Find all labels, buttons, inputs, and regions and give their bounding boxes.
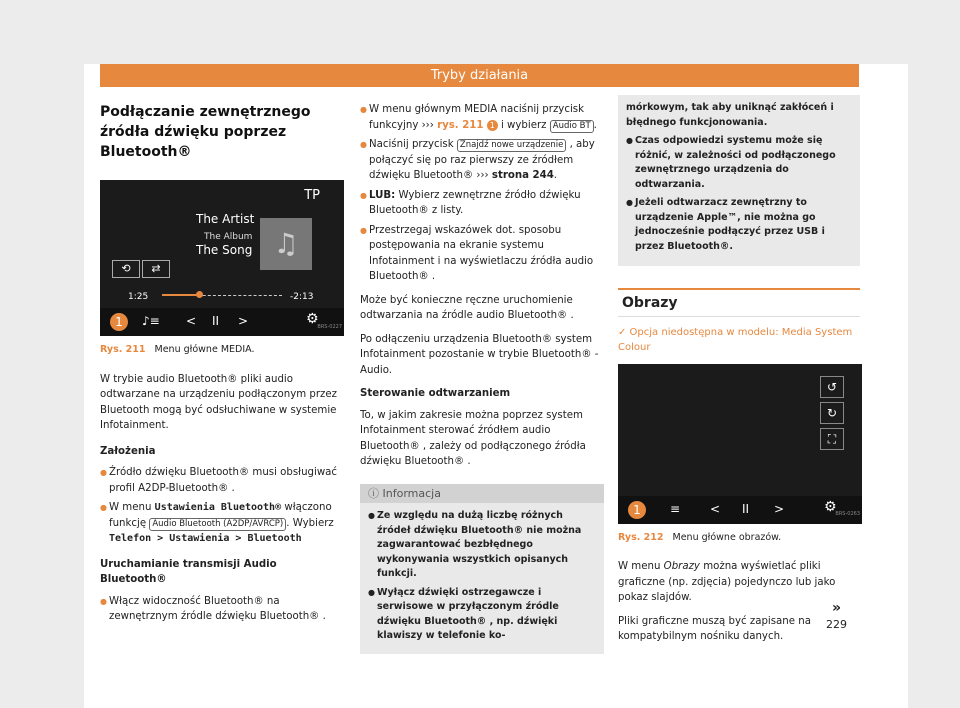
text: W menu głównym MEDIA naciśnij przycisk funkcyjny ››› (369, 104, 584, 131)
figure-caption (618, 530, 860, 546)
audio-bluetooth-button-label: Audio Bluetooth (A2DP/AVRCP) (149, 518, 286, 531)
tp-label: TP (304, 188, 320, 203)
settings-icon[interactable]: ⚙ (824, 498, 837, 515)
repeat-icon[interactable]: ⟲ (112, 260, 140, 278)
rotate-left-icon[interactable]: ↺ (820, 376, 844, 398)
paragraph: To, w jakim zakresie można poprzez system Infotainment sterować źródłem audio Bluetooth® , zależy od podłączonego źródła dźwięku Bluetooth® . (360, 409, 586, 467)
paragraph: Pliki graficzne muszą być zapisane na kompatybilnym nośniku danych. (618, 615, 811, 642)
settings-icon[interactable]: ⚙ (306, 311, 319, 327)
info-icon: ⓘ (368, 486, 379, 500)
column-2 (360, 102, 604, 654)
info-box (360, 484, 604, 654)
list-item (360, 102, 604, 133)
menu-name: Ustawienia Bluetooth® (154, 502, 282, 513)
list-item: ● Wyłącz dźwięki ostrzegawcze i serwisowe w przyłączonym źródle dźwięku Bluetooth® , np. dźwięki klawiszy w telefonie ko- (368, 586, 596, 644)
list-icon[interactable]: ≡ (670, 501, 681, 516)
next-icon[interactable]: > (774, 501, 785, 516)
figure-caption (100, 342, 344, 358)
text: Wybierz (292, 517, 334, 529)
list-item: ● Jeżeli odtwarzacz zewnętrzny to urządzenie Apple™, nie można go jednocześnie podłączyć przez USB i przez Bluetooth®. (626, 196, 852, 254)
menu-path: Telefon > Ustawienia > Bluetooth (109, 533, 302, 544)
album-art-icon: ♫ (260, 218, 312, 270)
audio-bt-button-label: Audio BT (550, 120, 594, 133)
column-3 (618, 95, 860, 653)
page-reference[interactable]: strona 244 (491, 170, 554, 181)
start-title: Uruchamianie transmisji Audio Bluetooth® (100, 558, 277, 585)
figure-reference[interactable]: rys. 211 (437, 119, 484, 131)
text: . (553, 170, 558, 181)
previous-icon[interactable]: < (186, 314, 197, 328)
paragraph (618, 559, 860, 606)
control-title: Sterowanie odtwarzaniem (360, 388, 511, 399)
album-label: The Album (204, 232, 253, 242)
list-item: ● Ze względu na dużą liczbę różnych źródeł dźwięku Bluetooth® nie można zagwarantować bezbłędnego wykonywania wszystkich opisanych funkcji. (368, 509, 596, 582)
rotate-right-icon[interactable]: ↻ (820, 402, 844, 424)
text: , aby połączyć się po raz pierwszy ze źródłem dźwięku Bluetooth® ››› (369, 139, 595, 181)
find-device-button-label: Znajdź nowe urządzenie (457, 139, 566, 152)
text: Wybierz zewnętrzne źródło dźwięku Bluetooth® z listy. (369, 189, 581, 216)
text: i wybierz (500, 119, 547, 131)
song-label: The Song (196, 243, 253, 257)
figure-label: Rys. 211 (100, 344, 146, 355)
pause-icon[interactable]: II (212, 314, 220, 328)
info-body (360, 503, 604, 644)
column-1 (100, 102, 344, 629)
figure-code: BRS-0263 (835, 511, 860, 517)
figure-marker: 1 (487, 120, 498, 131)
progress-fill (162, 294, 198, 296)
text: W menu (618, 561, 661, 572)
page-header: Tryby działania (100, 64, 859, 87)
fullscreen-icon[interactable]: ⛶ (820, 428, 844, 450)
media-toolbar (100, 308, 344, 336)
section-title: Podłączanie zewnętrznego źródła dźwięku poprzez Bluetooth® (100, 104, 311, 160)
text: można wyświetlać pliki graficzne (np. zdjęcia) pojedynczo lub jako pokaz slajdów. (618, 561, 836, 603)
intro-paragraph: W trybie audio Bluetooth® pliki audio odtwarzane na urządzeniu podłączonym przez Bluetooth mogą być odsłuchiwane w systemie Infotainment. (100, 373, 337, 431)
or-label: LUB: (369, 189, 396, 201)
list-item: ● Przestrzegaj wskazówek dot. sposobu postępowania na ekranie systemu Infotainment i na wyświetlaczu źródła audio Bluetooth® . (360, 223, 604, 285)
artist-label: The Artist (196, 212, 255, 226)
time-left: -2:13 (290, 292, 314, 302)
list-item: ● Czas odpowiedzi systemu może się różnić, w zależności od podłączonego zewnętrznego urządzenia do odtwarzania. (626, 134, 852, 192)
figure-marker: 1 (110, 313, 128, 331)
progress-knob[interactable] (196, 291, 203, 298)
pictures-toolbar (618, 496, 862, 524)
continued-text: mórkowym, tak aby uniknąć zakłóceń i błędnego funkcjonowania. (626, 102, 834, 128)
figure-label: Rys. 212 (618, 531, 664, 543)
section-heading: Obrazy (618, 288, 860, 317)
text: W menu (109, 502, 152, 513)
menu-name: Obrazy (663, 561, 700, 572)
figure-code: BRS-0227 (317, 323, 342, 330)
next-icon[interactable]: > (238, 314, 249, 328)
text: . (286, 517, 290, 529)
figure-caption-text: Menu główne MEDIA. (154, 344, 255, 355)
continue-arrow: » (832, 600, 842, 616)
text: Naciśnij przycisk (369, 139, 454, 150)
paragraph: Po odłączeniu urządzenia Bluetooth® system Infotainment pozostanie w trybie Bluetooth® - Audio. (360, 333, 599, 376)
text: włączono funkcję (109, 502, 332, 529)
playlist-icon[interactable]: ♪≡ (142, 314, 160, 328)
model-note: ✓ Opcja niedostępna w modelu: Media System Colour (618, 326, 853, 353)
text: . (593, 119, 597, 131)
list-item (100, 500, 344, 547)
pictures-screen-figure (618, 364, 862, 524)
list-item (360, 188, 604, 219)
info-header (360, 484, 604, 504)
shuffle-icon[interactable]: ⇄ (142, 260, 170, 278)
list-item: ● Źródło dźwięku Bluetooth® musi obsługiwać profil A2DP-Bluetooth® . (100, 465, 344, 496)
figure-marker: 1 (628, 501, 646, 519)
paragraph: Może być konieczne ręczne uruchomienie odtwarzania na źródle audio Bluetooth® . (360, 294, 574, 321)
info-title: Informacja (382, 486, 441, 500)
previous-icon[interactable]: < (710, 501, 721, 516)
figure-caption-text: Menu główne obrazów. (672, 531, 782, 543)
list-item (360, 137, 604, 184)
time-elapsed: 1:25 (128, 292, 149, 302)
assumptions-title: Założenia (100, 445, 156, 457)
list-item: ● Włącz widoczność Bluetooth® na zewnętrznym źródle dźwięku Bluetooth® . (100, 594, 344, 625)
pause-icon[interactable]: II (742, 501, 750, 516)
page-number: 229 (826, 618, 847, 631)
media-screen-figure (100, 180, 344, 336)
info-box-continued (618, 95, 860, 266)
